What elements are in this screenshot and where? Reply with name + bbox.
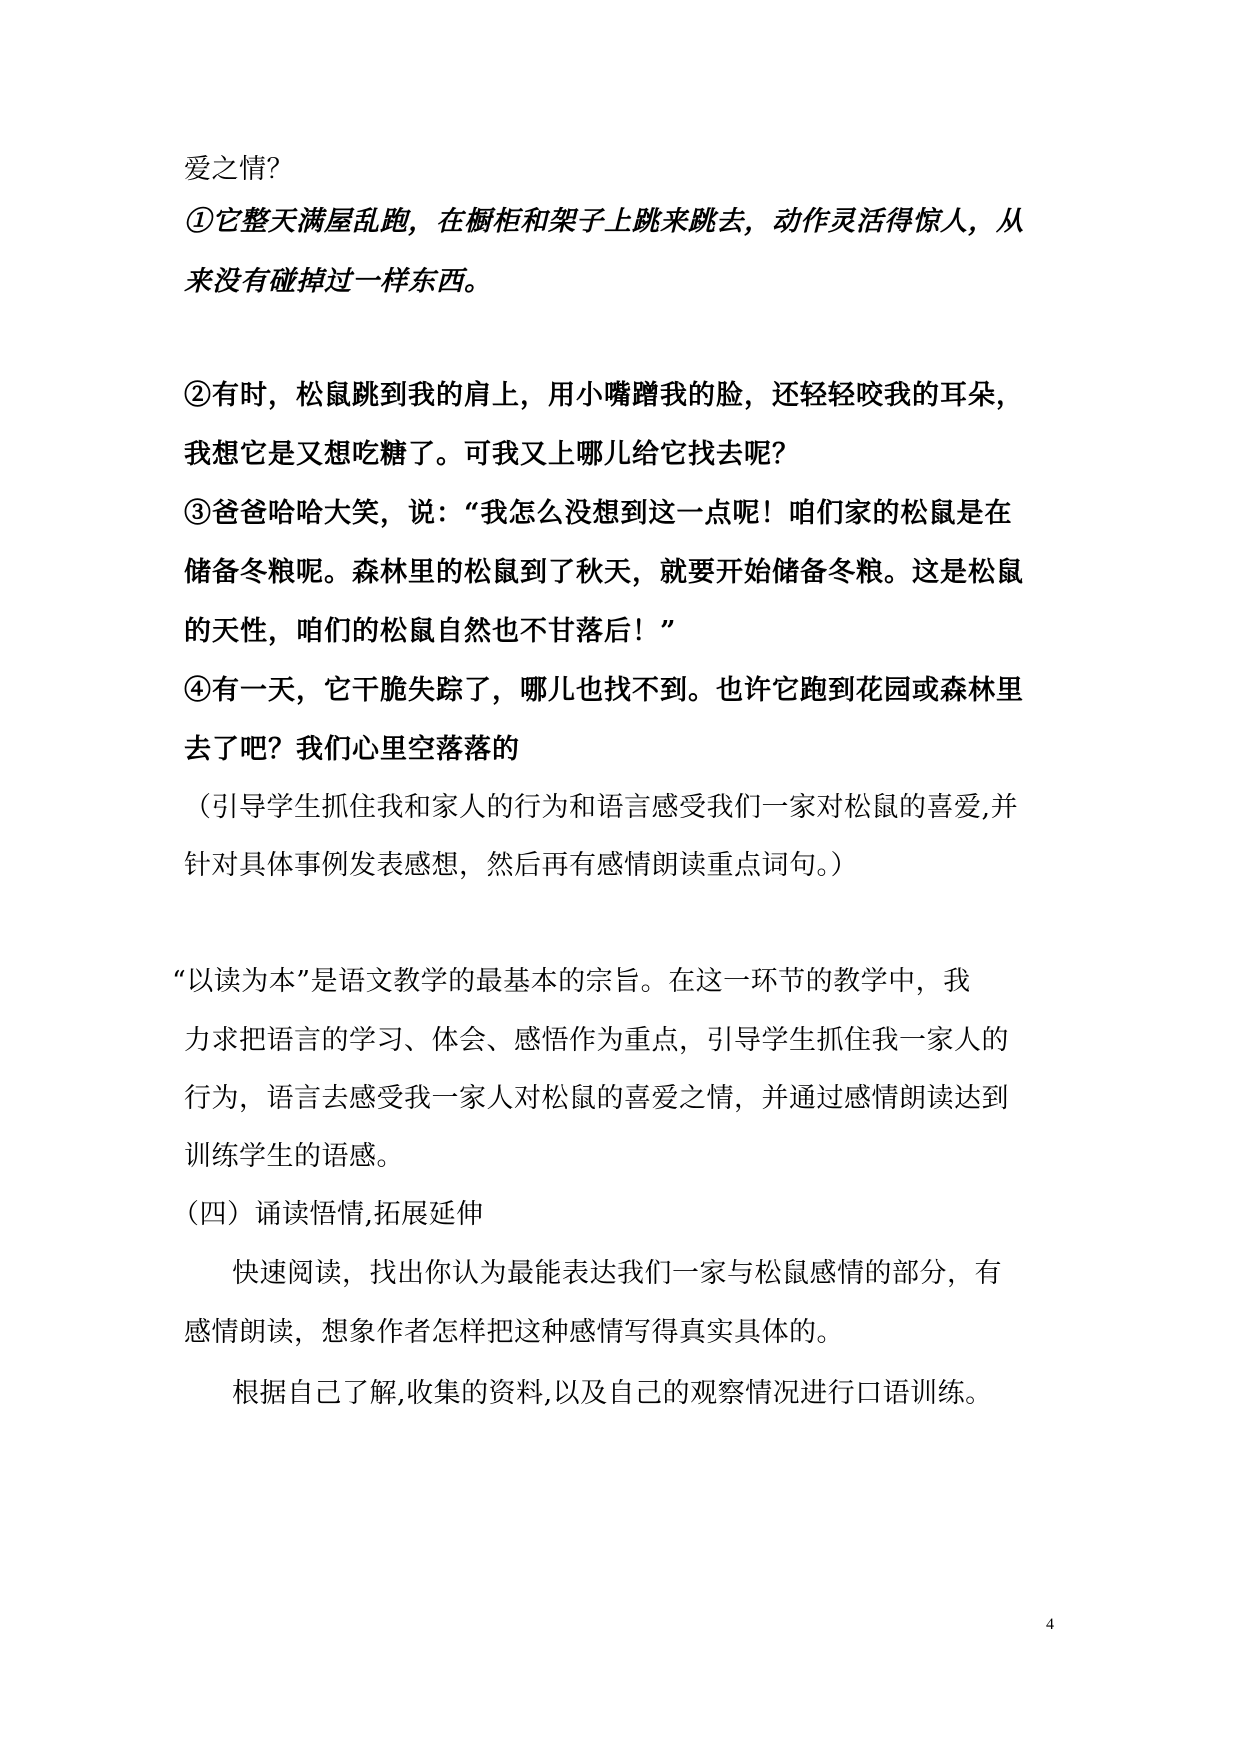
commentary-line: “以读为本”是语文教学的最基本的宗旨。在这一环节的教学中，我 <box>172 966 971 997</box>
body-paragraph-line: 快速阅读，找出你认为最能表达我们一家与松鼠感情的部分，有 <box>232 1258 1002 1289</box>
example-sentence-line: 我想它是又想吃糖了。可我又上哪儿给它找去呢？ <box>184 439 800 470</box>
guidance-note-line: 针对具体事例发表感想，然后再有感情朗读重点词句。） <box>184 850 858 881</box>
commentary-line: 行为，语言去感受我一家人对松鼠的喜爱之情，并通过感情朗读达到 <box>184 1083 1009 1114</box>
page-number: 4 <box>1046 1616 1054 1633</box>
example-sentence-line: ④有一天，它干脆失踪了，哪儿也找不到。也许它跑到花园或森林里 <box>184 675 1024 706</box>
commentary-line: 力求把语言的学习、体会、感悟作为重点，引导学生抓住我一家人的 <box>184 1025 1009 1056</box>
example-sentence-line: 的天性，咱们的松鼠自然也不甘落后！” <box>184 616 677 647</box>
body-paragraph-line: 根据自己了解,收集的资料,以及自己的观察情况进行口语训练。 <box>232 1378 993 1409</box>
section-heading: （四）诵读悟情,拓展延伸 <box>172 1199 484 1230</box>
example-sentence-line: ③爸爸哈哈大笑，说：“我怎么没想到这一点呢！咱们家的松鼠是在 <box>184 498 1013 529</box>
example-sentence-line: ①它整天满屋乱跑，在橱柜和架子上跳来跳去，动作灵活得惊人，从 <box>184 206 1024 237</box>
commentary-line: 训练学生的语感。 <box>184 1141 404 1172</box>
body-paragraph-line: 感情朗读，想象作者怎样把这种感情写得真实具体的。 <box>184 1317 844 1348</box>
guidance-note-line: （引导学生抓住我和家人的行为和语言感受我们一家对松鼠的喜爱,并 <box>184 792 1019 823</box>
example-sentence-line: ②有时，松鼠跳到我的肩上，用小嘴蹭我的脸，还轻轻咬我的耳朵， <box>184 380 1024 411</box>
text-line: 爱之情？ <box>184 154 294 185</box>
example-sentence-line: 储备冬粮呢。森林里的松鼠到了秋天，就要开始储备冬粮。这是松鼠 <box>184 557 1024 588</box>
example-sentence-line: 来没有碰掉过一样东西。 <box>184 266 492 297</box>
example-sentence-line: 去了吧？我们心里空落落的 <box>184 734 520 765</box>
